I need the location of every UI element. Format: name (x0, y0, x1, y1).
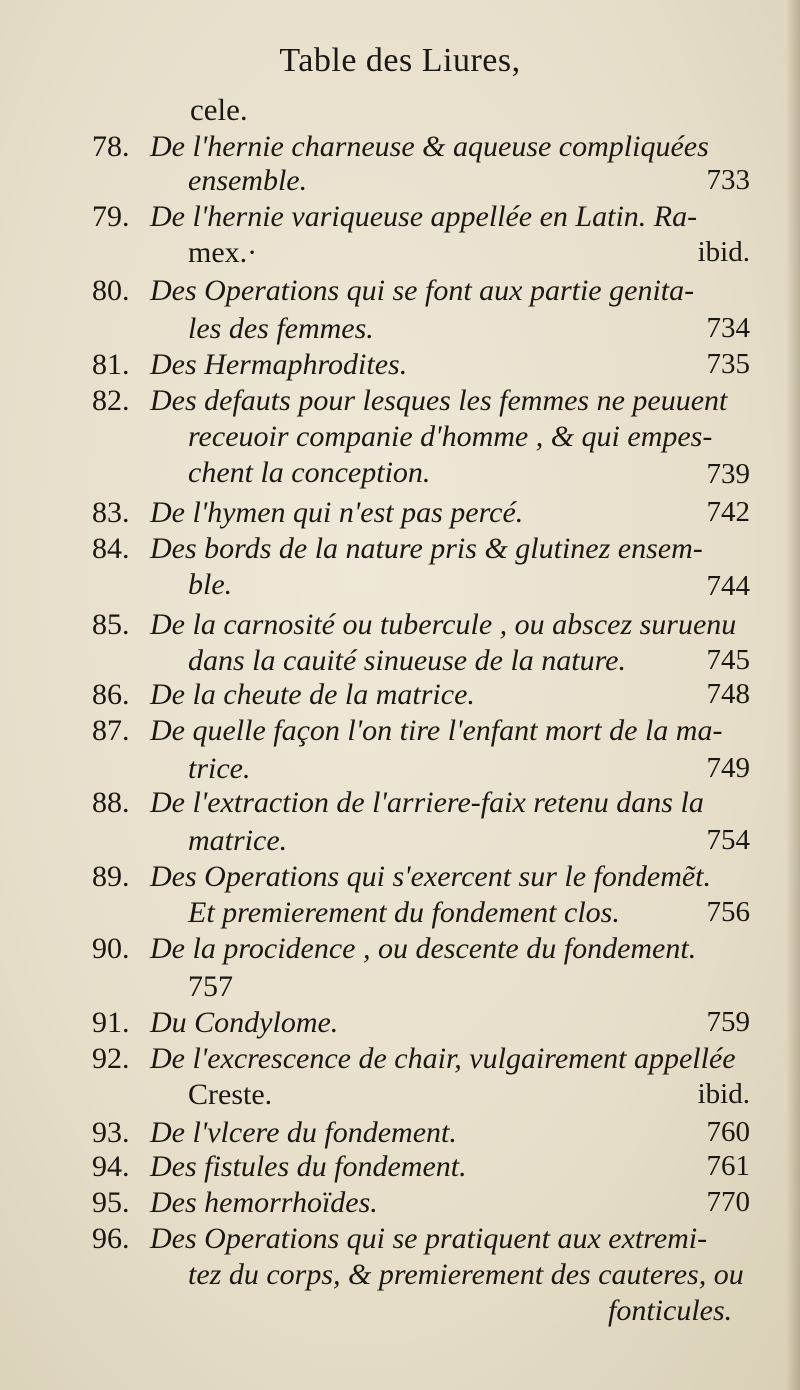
entry-page: 756 (706, 896, 750, 928)
entry-number: 83. (92, 496, 130, 529)
entry-number: 95. (92, 1186, 130, 1219)
entry-title-line: ble. (188, 568, 233, 601)
entry-page: 759 (706, 1006, 750, 1038)
entry-title-line: fonticules. (608, 1294, 733, 1327)
entry-number: 84. (92, 532, 130, 565)
entry-number: 89. (92, 860, 130, 893)
entry-title-line: De l'hernie charneuse & aqueuse compliquées (150, 130, 709, 163)
entry-page: 761 (706, 1150, 750, 1182)
entry-title-line: Des fistules du fondement. (150, 1150, 467, 1183)
entry-title-line: trice. (188, 752, 251, 785)
entry-number: 87. (92, 714, 130, 747)
entry-title-line: De l'hymen qui n'est pas percé. (150, 496, 524, 529)
entry-number: 91. (92, 1006, 130, 1039)
entry-title-line: Des defauts pour lesques les femmes ne peuuent (150, 384, 728, 417)
entry-page: 735 (706, 348, 750, 380)
entry-page: 749 (706, 752, 750, 784)
entry-page: 745 (706, 644, 750, 676)
entry-title-line: Des hemorrhoïdes. (150, 1186, 378, 1219)
entry-title-line: receuoir companie d'homme , & qui empes- (188, 420, 713, 453)
entry-page-inline: 757 (188, 970, 233, 1003)
entry-number: 85. (92, 608, 130, 641)
entry-title-line: Des Operations qui s'exercent sur le fondemẽt. (150, 860, 712, 893)
entry-page: 733 (706, 164, 750, 196)
entry-page: 742 (706, 496, 750, 528)
entry-title-line: De l'vlcere du fondement. (150, 1116, 457, 1149)
entry-title-line: Creste. (188, 1078, 273, 1111)
entry-title-line: De quelle façon l'on tire l'enfant mort de la ma- (150, 714, 723, 747)
entry-title-line: mex.· (188, 236, 258, 269)
entry-title-line: De l'extraction de l'arriere-faix retenu dans la (150, 786, 704, 819)
entry-title-line: Des Hermaphrodites. (150, 348, 408, 381)
entry-title-line: De la procidence , ou descente du fondement. (150, 932, 697, 965)
entry-title-line: dans la cauité sinueuse de la nature. (188, 644, 626, 677)
entry-title-line: De la cheute de la matrice. (150, 678, 475, 711)
entry-number: 90. (92, 932, 130, 965)
entry-number: 80. (92, 274, 130, 307)
entry-number: 82. (92, 384, 130, 417)
entry-page: 739 (706, 458, 750, 490)
entry-title-line: chent la conception. (188, 456, 431, 489)
entry-title-line: De l'hernie variqueuse appellée en Latin. Ra- (150, 200, 698, 233)
entry-number: 79. (92, 200, 130, 233)
continuation-line: cele. (190, 92, 248, 127)
entry-number: 81. (92, 348, 130, 381)
entry-page: ibid. (697, 1078, 750, 1110)
entry-title-line: Des Operations qui se pratiquent aux extremi- (150, 1222, 708, 1255)
entry-title-line: ensemble. (188, 164, 308, 197)
entry-title-line: De la carnosité ou tubercule , ou abscez suruenu (150, 608, 737, 641)
entry-number: 93. (92, 1116, 130, 1149)
entry-page: 744 (706, 570, 750, 602)
entry-title-line: tez du corps, & premierement des cauteres, ou (188, 1258, 744, 1291)
entry-title-line: De l'excrescence de chair, vulgairement appellée (150, 1042, 736, 1075)
entry-page: 734 (706, 312, 750, 344)
entry-number: 94. (92, 1150, 130, 1183)
entry-title-line: Des bords de la nature pris & glutinez ensem- (150, 532, 703, 565)
entry-title-line: Des Operations qui se font aux partie genita- (150, 274, 695, 307)
entry-number: 78. (92, 130, 130, 163)
entry-number: 88. (92, 786, 130, 819)
entry-title-line: les des femmes. (188, 312, 374, 345)
entry-page: 748 (706, 678, 750, 710)
entry-title-line: Et premierement du fondement clos. (188, 896, 620, 929)
entry-number: 86. (92, 678, 130, 711)
entry-number: 96. (92, 1222, 130, 1255)
entry-title-line: Du Condylome. (150, 1006, 339, 1039)
entry-page: 760 (706, 1116, 750, 1148)
entry-page: 770 (706, 1186, 750, 1218)
entry-page: 754 (706, 824, 750, 856)
header-title: Table des Liures, (279, 42, 521, 79)
entry-title-line: matrice. (188, 824, 288, 857)
entry-page: ibid. (697, 236, 750, 268)
entry-number: 92. (92, 1042, 130, 1075)
